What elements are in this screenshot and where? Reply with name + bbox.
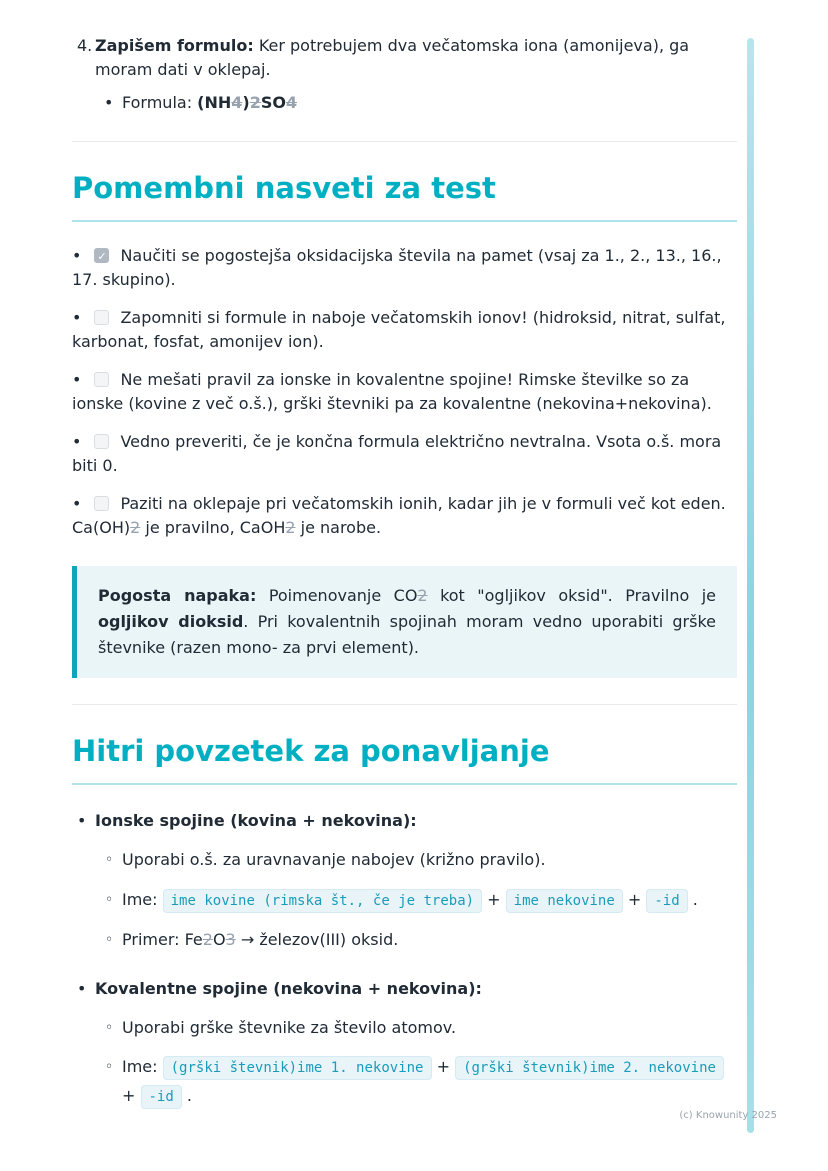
bullet-dot-icon: • [72, 432, 82, 452]
section-divider [72, 704, 737, 705]
summary-sublist [105, 846, 737, 954]
section-title-summary: Hitri povzetek za ponavljanje [72, 733, 737, 785]
bullet-dot-icon: • [72, 370, 82, 390]
checklist-item [72, 430, 737, 478]
check-mark-icon: ✓ [97, 250, 107, 264]
section-divider [72, 141, 737, 142]
hollow-bullet-icon: ◦ [105, 931, 114, 948]
bullet-dot-icon: • [72, 246, 82, 266]
summary-subitem [105, 886, 737, 915]
checkbox-icon [94, 372, 109, 387]
summary-group-heading [72, 977, 737, 1001]
bullet-dot-icon: • [104, 93, 114, 112]
step-number: 4. [77, 36, 93, 55]
checklist-item [72, 368, 737, 416]
subitem-text: Primer: Fe2O3 → železov(III) oksid. [122, 929, 399, 949]
checklist-item [72, 492, 737, 540]
hollow-bullet-icon: ◦ [105, 852, 114, 869]
page-edge-bar [747, 38, 754, 1133]
hollow-bullet-icon: ◦ [105, 1059, 114, 1076]
numbered-step [72, 34, 737, 115]
checklist-text: Naučiti se pogostejša oksidacijska števila na pamet (vsaj za 1., 2., 13., 16., 17. skupino). [72, 246, 722, 290]
checklist-text: Zapomniti si formule in naboje večatomskih ionov! (hidroksid, nitrat, sulfat, karbonat, fosfat, amonijev ion). [72, 308, 726, 352]
subitem-text: Ime: (grški števnik)ime 1. nekovine + (grški števnik)ime 2. nekovine + -id . [122, 1057, 724, 1105]
bullet-dot-icon: • [72, 494, 82, 514]
checkbox-icon [94, 434, 109, 449]
section-title-tips: Pomembni nasveti za test [72, 170, 737, 222]
checklist-item [72, 244, 737, 292]
checklist-text: Paziti na oklepaje pri večatomskih ionih, kadar jih je v formuli več kot eden. Ca(OH)2 je pravilno, CaOH2 je narobe. [72, 494, 726, 538]
subitem-text: Ime: ime kovine (rimska št., če je treba) + ime nekovine + -id . [122, 890, 698, 909]
hollow-bullet-icon: ◦ [105, 892, 114, 909]
summary-group-ionic [72, 809, 737, 954]
subitem-text: Uporabi o.š. za uravnavanje nabojev (križno pravilo). [122, 850, 546, 870]
checkbox-icon [94, 310, 109, 325]
subitem-text: Uporabi grške števnike za število atomov. [122, 1017, 457, 1037]
summary-subitem [105, 846, 737, 875]
summary-subitem [105, 1014, 737, 1043]
common-mistake-callout [72, 566, 737, 678]
section-summary [72, 733, 737, 1111]
checkbox-icon [94, 496, 109, 511]
summary-subitem [105, 1053, 737, 1111]
summary-subitem [105, 926, 737, 955]
checklist-item [72, 306, 737, 354]
tips-checklist [72, 244, 737, 540]
summary-sublist [105, 1014, 737, 1111]
section-tips [72, 170, 737, 678]
checklist-text: Vedno preveriti, če je končna formula električno nevtralna. Vsota o.š. mora biti 0. [72, 432, 722, 476]
bullet-dot-icon: • [77, 811, 87, 831]
summary-group-heading [72, 809, 737, 833]
checklist-text: Ne mešati pravil za ionske in kovalentne spojine! Rimske številke so za ionske (kovine z več o.š.), grški števniki pa za kovalentne (nekovina+nekovina). [72, 370, 712, 414]
summary-heading-text: Kovalentne spojine (nekovina + nekovina): [95, 978, 482, 998]
formula-text: Formula: (NH4)2SO4 [122, 93, 298, 112]
callout-text: Pogosta napaka: Poimenovanje CO2 kot "ogljikov oksid". Pravilno je ogljikov dioksid. Pri kovalentnih spojinah moram vedno uporabiti grške števnike (razen mono- za prvi element). [98, 586, 717, 658]
summary-group-covalent [72, 977, 737, 1111]
checkbox-icon [94, 248, 109, 263]
hollow-bullet-icon: ◦ [105, 1019, 114, 1036]
summary-list [72, 809, 737, 1111]
summary-heading-text: Ionske spojine (kovina + nekovina): [95, 811, 417, 831]
formula-bullet-item [95, 91, 737, 115]
step-text: Zapišem formulo: Ker potrebujem dva večatomska iona (amonijeva), ga moram dati v oklepaj. [95, 36, 690, 79]
bullet-dot-icon: • [77, 978, 87, 998]
copyright-footer: (c) Knowunity 2025 [679, 1110, 777, 1121]
bullet-dot-icon: • [72, 308, 82, 328]
